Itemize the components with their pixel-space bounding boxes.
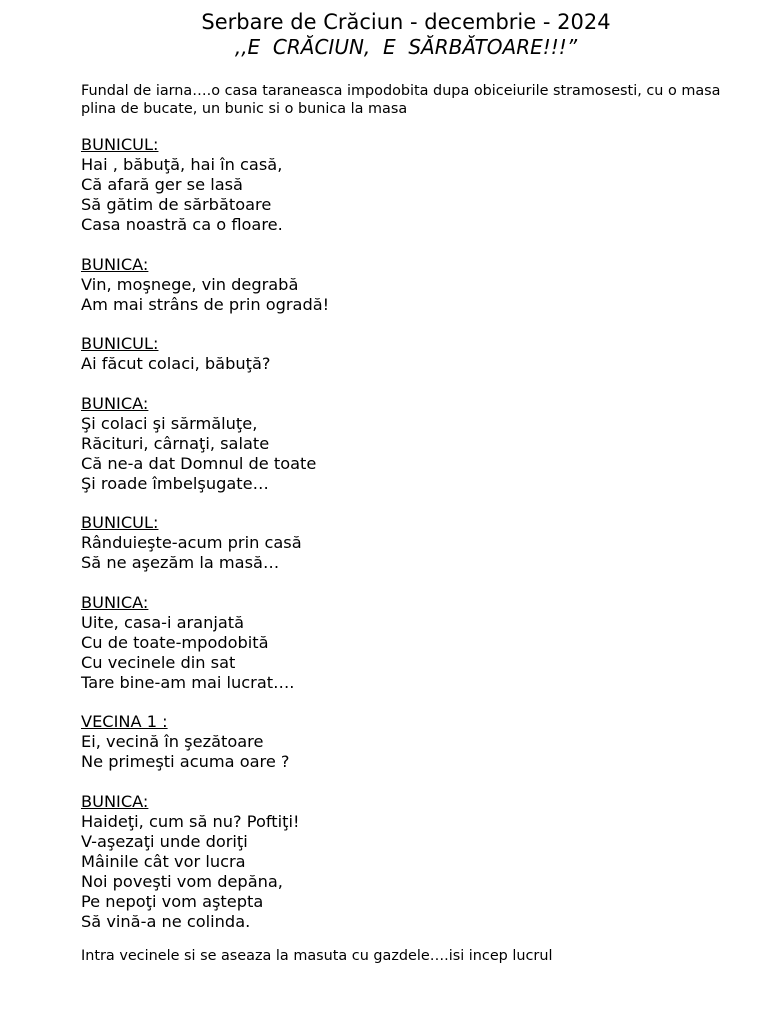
verse-line: Ei, vecină în şezătoare bbox=[81, 732, 264, 751]
speaker-name: BUNICUL: bbox=[81, 334, 159, 353]
verse-line: Cu de toate-mpodobită bbox=[81, 632, 269, 652]
verse-line: Mâinile cât vor lucra bbox=[81, 851, 246, 871]
speaker-name: VECINA 1 : bbox=[81, 712, 168, 731]
document-title: Serbare de Crăciun - decembrie - 2024 bbox=[201, 10, 611, 34]
stage-direction-outro: Intra vecinele si se aseaza la masuta cu gazdele….isi incep lucrul bbox=[81, 948, 553, 964]
verse-line: Hai , băbuţă, hai în casă, bbox=[81, 155, 283, 174]
verse-line: Şi colaci şi sărmăluţe, bbox=[81, 413, 258, 433]
speaker-name: BUNICA: bbox=[81, 393, 149, 413]
verse-line: Noi poveşti vom depăna, bbox=[81, 871, 283, 891]
verse-line: Casa noastră ca o floare. bbox=[81, 215, 283, 234]
speaker-name: BUNICUL: bbox=[81, 135, 159, 154]
verse-line: Că afară ger se lasă bbox=[81, 175, 243, 194]
speaker-name: BUNICA: bbox=[81, 791, 149, 811]
speaker-name: BUNICA: bbox=[81, 254, 149, 274]
speaker-name: BUNICA: bbox=[81, 592, 149, 612]
dialogue-block bbox=[81, 593, 741, 693]
verse-line: Haideţi, cum să nu? Poftiţi! bbox=[81, 811, 300, 831]
stage-direction-intro: Fundal de iarna….o casa taraneasca impodobita dupa obiceiurile stramosesti, cu o masa plina de bucate, un bunic si o bunica la masa bbox=[81, 83, 721, 117]
verse-line: Am mai strâns de prin ogradă! bbox=[81, 294, 330, 314]
verse-line: Că ne-a dat Domnul de toate bbox=[81, 453, 317, 473]
dialogue-block bbox=[81, 334, 741, 374]
dialogue-block bbox=[81, 792, 741, 932]
verse-line: Ne primeşti acuma oare ? bbox=[81, 752, 290, 771]
verse-line: Rânduieşte-acum prin casă bbox=[81, 533, 302, 552]
verse-line: Cu vecinele din sat bbox=[81, 652, 236, 672]
dialogue-block bbox=[81, 394, 741, 494]
verse-line: Pe nepoţi vom aştepta bbox=[81, 891, 264, 911]
document-subtitle: ,,E CRĂCIUN, E SĂRBĂTOARE!!!” bbox=[234, 35, 578, 59]
dialogue-block bbox=[81, 513, 741, 573]
dialogue-block bbox=[81, 255, 741, 315]
title-block bbox=[0, 9, 768, 59]
dialogue-block bbox=[81, 712, 741, 772]
verse-line: Să gătim de sărbătoare bbox=[81, 195, 272, 214]
speaker-name: BUNICUL: bbox=[81, 513, 159, 532]
verse-line: Ai făcut colaci, băbuţă? bbox=[81, 354, 271, 373]
verse-line: Şi roade îmbelşugate… bbox=[81, 473, 269, 493]
dialogue-block bbox=[81, 135, 741, 235]
verse-line: Să vină-a ne colinda. bbox=[81, 911, 251, 931]
verse-line: Răcituri, cârnaţi, salate bbox=[81, 433, 270, 453]
verse-line: Vin, moşnege, vin degrabă bbox=[81, 274, 299, 294]
verse-line: Uite, casa-i aranjată bbox=[81, 612, 245, 632]
verse-line: Să ne aşezăm la masă… bbox=[81, 553, 280, 572]
verse-line: Tare bine-am mai lucrat…. bbox=[81, 672, 295, 692]
script-body bbox=[81, 135, 741, 951]
verse-line: V-aşezaţi unde doriţi bbox=[81, 831, 248, 851]
